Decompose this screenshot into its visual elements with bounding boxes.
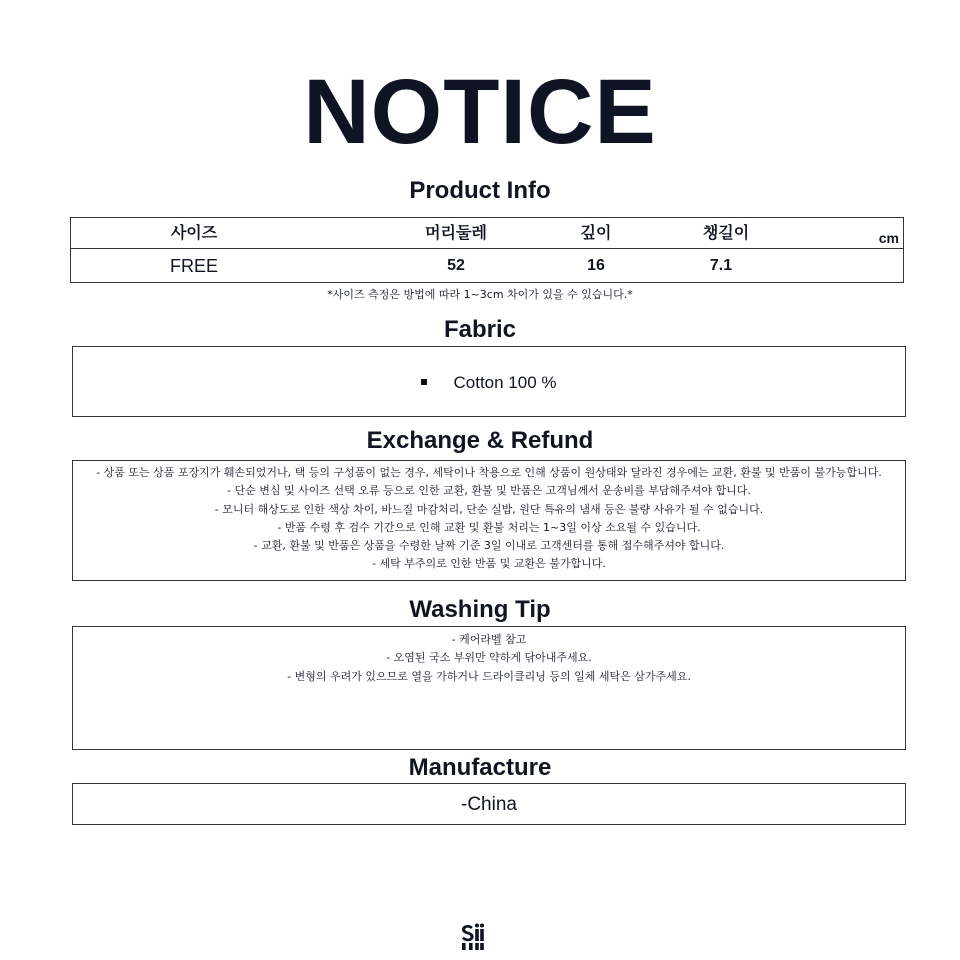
- header-head-circumference: 머리둘레: [425, 223, 487, 242]
- fabric-item-text: Cotton 100 %: [453, 373, 557, 392]
- exchange-line: - 교환, 환불 및 반품은 상품을 수령한 날짜 기준 3일 이내로 고객센터를 통해 접수해주셔야 합니다.: [253, 539, 725, 553]
- unit-label: cm: [878, 230, 899, 246]
- page-title: NOTICE: [303, 61, 657, 163]
- value-size: FREE: [169, 256, 218, 276]
- exchange-line: - 반품 수령 후 검수 기간으로 인해 교환 및 환불 처리는 1~3일 이상 소요될 수 있습니다.: [277, 520, 701, 534]
- manufacture-box: [72, 783, 906, 825]
- value-head-circumference: 52: [447, 257, 465, 274]
- fabric-box: [72, 346, 906, 417]
- square-bullet-icon: [421, 379, 427, 385]
- header-depth: 깊이: [580, 223, 612, 242]
- header-brim-length: 챙길이: [702, 223, 750, 242]
- fabric-heading: Fabric: [443, 316, 517, 343]
- header-size: 사이즈: [170, 223, 218, 242]
- product-info-table: [70, 217, 904, 283]
- value-brim-length: 7.1: [709, 257, 733, 274]
- exchange-line: - 단순 변심 및 사이즈 선택 오류 등으로 인한 교환, 환불 및 반품은 고객님께서 운송비를 부담해주셔야 합니다.: [227, 484, 751, 498]
- size-note: *사이즈 측정은 방법에 따라 1~3cm 차이가 있을 수 있습니다.*: [327, 288, 633, 301]
- product-info-heading: Product Info: [409, 177, 551, 204]
- exchange-line: - 상품 또는 상품 포장지가 훼손되었거나, 택 등의 구성품이 없는 경우, 세탁이나 착용으로 인해 상품이 원상태와 달라진 경우에는 교환, 환불 및 반품이 불가능합니다.: [96, 466, 882, 479]
- washing-line: - 변형의 우려가 있으므로 열을 가하거나 드라이클리닝 등의 일체 세탁은 삼가주세요.: [287, 669, 691, 683]
- exchange-box: [72, 460, 906, 581]
- washing-heading: Washing Tip: [409, 596, 551, 623]
- washing-line: - 케어라벨 참고: [451, 633, 527, 646]
- fabric-item: [73, 373, 905, 393]
- table-divider: [71, 248, 903, 249]
- sii-logo-icon: [461, 923, 485, 951]
- exchange-line: - 세탁 부주의로 인한 반품 및 교환은 불가합니다.: [372, 557, 606, 571]
- exchange-line: - 모니터 해상도로 인한 색상 차이, 바느질 마감처리, 단순 실밥, 원단 특유의 냄새 등은 불량 사유가 될 수 없습니다.: [214, 502, 764, 516]
- washing-line: - 오염된 국소 부위만 약하게 닦아내주세요.: [386, 651, 592, 665]
- exchange-heading: Exchange & Refund: [366, 427, 594, 454]
- manufacture-heading: Manufacture: [408, 754, 552, 781]
- value-depth: 16: [587, 257, 605, 274]
- washing-box: [72, 626, 906, 750]
- manufacture-text: -China: [461, 794, 517, 815]
